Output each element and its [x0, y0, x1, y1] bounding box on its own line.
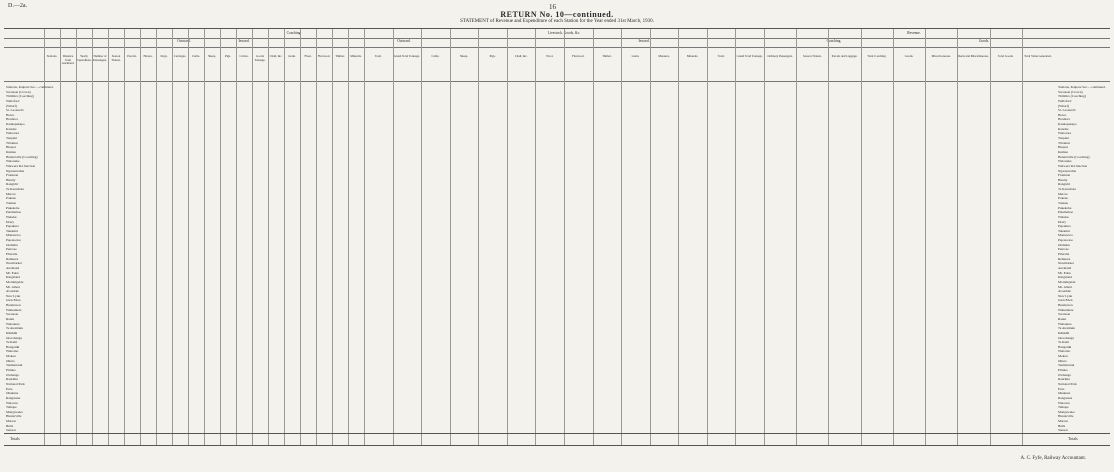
station-name: Glen Eden	[6, 298, 21, 303]
station-name: Ellerslie	[6, 252, 18, 257]
station-name: Newmarket	[6, 261, 22, 266]
column-rule	[393, 29, 394, 445]
station-name: Marton	[6, 419, 16, 424]
column-rule	[957, 29, 958, 445]
station-name-right: (Wharf)	[1058, 103, 1069, 108]
station-name-right: Kihikihi	[1058, 330, 1070, 335]
station-name: New Lynn	[6, 293, 21, 298]
page-number: 16	[549, 3, 556, 11]
station-name-right: Ngaruawahia	[1058, 168, 1077, 173]
station-name: Waioneke	[6, 159, 20, 164]
column-header: Flour.	[304, 55, 312, 58]
station-name: Waikumete	[6, 307, 22, 312]
station-name-right: Glen Eden	[1058, 298, 1073, 303]
station-name: Mercer	[6, 191, 16, 196]
column-rule	[421, 29, 422, 445]
station-name-right: Ohakune	[1058, 391, 1071, 396]
column-rule	[650, 29, 651, 445]
station-name-right: Houhora	[1058, 117, 1070, 122]
station-name-right: Penrose	[1058, 247, 1069, 252]
column-header: Timber.	[335, 55, 345, 58]
column-header: Distance from Auckland.	[61, 55, 75, 66]
station-name-right: Waitomo	[1058, 349, 1071, 354]
station-name-right: Rangiriri	[1058, 182, 1071, 187]
station-name: Taihape	[6, 405, 17, 410]
totals-row	[4, 433, 1110, 444]
station-name: Te Kuiti	[6, 340, 18, 345]
group-header-coaching-revenue: Coaching.	[826, 39, 842, 43]
group-header-outward-goods: Outward.	[397, 39, 411, 43]
station-name: Waiuku	[6, 214, 17, 219]
station-name-right: Swanson	[1058, 312, 1071, 317]
station-name-right: Taihape	[1058, 405, 1069, 410]
station-name-right: Frankton	[1058, 173, 1071, 178]
station-name-right: Tuakau	[1058, 201, 1069, 205]
column-rule	[332, 29, 333, 445]
station-name: Ngaruawahia	[6, 168, 25, 173]
station-name: Auckland	[6, 265, 20, 270]
station-name: Owhango	[6, 372, 20, 377]
group-header-livestock: Livestock, Goods, &c.	[547, 31, 581, 35]
group-header-revenue: Revenue.	[907, 31, 921, 35]
column-rule	[678, 29, 679, 445]
station-name: Taumarunui	[6, 363, 23, 368]
station-name: Otahuhu	[6, 242, 18, 247]
column-header: Goods.	[904, 55, 914, 58]
column-header: Season Tickets.	[802, 55, 822, 58]
station-name: Kingsland	[6, 275, 20, 280]
station-name-right: Tirmbirs (Coaching)	[1058, 94, 1086, 99]
station-name-right: Kaukapakapa	[1058, 122, 1077, 127]
station-name-right: Mangaweka	[1058, 409, 1075, 414]
station-name: Mokau	[6, 354, 16, 359]
column-rule	[92, 29, 93, 445]
rule	[4, 38, 1110, 39]
group-header-inward: Inward.	[238, 39, 250, 43]
column-rule	[60, 29, 61, 445]
column-header: Carriages.	[173, 55, 187, 58]
column-header: Horses.	[143, 55, 153, 58]
station-name-right: Papatoetoe	[1058, 238, 1073, 243]
station-name-right: New Lynn	[1058, 293, 1073, 298]
column-header: Minerals.	[686, 55, 699, 58]
station-name-right: Te Kauwhata	[1058, 187, 1076, 192]
signature: A. C. Fyfe, Railway Accountant.	[1020, 456, 1086, 461]
station-name-right: Huapai	[1058, 145, 1068, 150]
column-rule	[300, 29, 301, 445]
station-name-right: Waiwera Rd Junction	[1058, 163, 1088, 168]
station-name-right: Pukekohe	[1058, 205, 1072, 210]
station-name-right: Manurewa	[1058, 233, 1073, 238]
column-header: Firewood.	[572, 55, 585, 58]
station-name: Patumahoe	[6, 210, 22, 215]
station-name: Pokeno	[6, 196, 17, 201]
statement-title: STATEMENT of Revenue and Expenditure of each Station for the Year ended 31st March, 1930.	[460, 19, 654, 24]
group-header-coaching: Coaching.	[286, 31, 302, 35]
station-name: Huntly	[6, 177, 16, 182]
column-rule	[861, 29, 862, 445]
station-name: Remuera	[6, 256, 19, 261]
column-header: Firewood.	[317, 55, 331, 58]
column-rule	[124, 29, 125, 445]
document-code: D.—2a.	[8, 3, 27, 9]
station-name-right: Te Awamutu	[1058, 326, 1076, 331]
station-name: St. Leonard's	[6, 108, 24, 113]
station-name-right: Patumahoe	[1058, 210, 1074, 215]
station-name: Mt. Albert	[6, 284, 21, 289]
station-name-right: Kanohe	[1058, 126, 1069, 131]
column-header: Parcels.	[127, 55, 137, 58]
station-name: Ohura	[6, 358, 15, 363]
station-name: Te Kauwhata	[6, 187, 24, 192]
station-name: Morningside	[6, 279, 24, 284]
column-rule	[348, 29, 349, 445]
column-rule	[621, 29, 622, 445]
station-name-right: Tirtainui	[1058, 140, 1070, 145]
station-name-right: Ranui	[1058, 317, 1067, 321]
station-name: Tirmbirs (Coaching)	[6, 94, 34, 99]
station-name-right: Pokeno	[1058, 196, 1069, 201]
group-header-goods-revenue: Goods.	[978, 39, 990, 43]
station-name-right: Mt. Eden	[1058, 270, 1071, 275]
station-name: Takanini	[6, 228, 18, 233]
station-name-right: Stations, Kaipara Sec.—continued.	[1058, 85, 1106, 89]
station-name: Papatoetoe	[6, 238, 21, 243]
station-name-right: Ohura	[1058, 358, 1067, 363]
station-name-right: Waitakere	[1058, 321, 1072, 326]
station-name-right: Taumarunui	[1058, 363, 1075, 368]
station-name-right: Auckland	[1058, 265, 1072, 270]
column-header: Total.	[717, 55, 725, 58]
station-name: Waitakere	[6, 321, 20, 326]
station-name-right: Newmarket	[1058, 261, 1074, 266]
column-rule	[990, 29, 991, 445]
column-rule	[204, 29, 205, 445]
station-name-right: St. Leonard's	[1058, 108, 1076, 113]
column-rule	[44, 29, 45, 445]
station-name: (Wharf)	[6, 103, 17, 108]
group-header-inward-goods: Inward.	[638, 39, 650, 43]
column-header: Number of Passengers.	[93, 55, 107, 62]
column-header: Cattle.	[192, 55, 200, 58]
station-name: Papakura	[6, 224, 19, 229]
column-header: Rents and Miscellaneous.	[958, 55, 989, 58]
column-rule	[316, 29, 317, 445]
column-header: Pigs.	[489, 55, 496, 58]
column-header: Chaff, &c.	[269, 55, 283, 58]
station-name-right: Mt. Albert	[1058, 284, 1073, 289]
station-name: Waiwera Rd Junction	[6, 163, 36, 168]
column-header: Goods Tonnage.	[254, 55, 266, 62]
station-name-right: Taupaki	[1058, 136, 1069, 141]
station-name-right: Henderson	[1058, 303, 1073, 308]
station-name: Mt. Eden	[6, 270, 19, 275]
station-name: Kihikihi	[6, 330, 18, 335]
station-name: Rangiriri	[6, 182, 19, 187]
column-rule	[478, 29, 479, 445]
column-rule	[764, 29, 765, 445]
station-name-right: Mercer	[1058, 191, 1068, 196]
column-header: Wool.	[546, 55, 554, 58]
station-name: Hunterville	[6, 414, 22, 419]
station-name-right: Drury	[1058, 219, 1067, 224]
column-rule	[893, 29, 894, 445]
station-name: Sanson	[6, 428, 16, 433]
station-name-right: Wellsford	[1058, 98, 1072, 103]
station-name-right: Kumeu	[1058, 149, 1068, 154]
station-name: Erua	[6, 386, 13, 391]
column-rule	[796, 29, 797, 445]
station-name-right: Waikumete	[1058, 307, 1074, 312]
column-header: Total Goods.	[997, 55, 1014, 58]
column-header: Season Tickets.	[111, 55, 121, 62]
station-name-right: Hoteo	[1058, 112, 1067, 117]
station-name: Tuakau	[6, 201, 17, 205]
station-name-right: Owhango	[1058, 372, 1072, 377]
station-name: Pukekohe	[6, 205, 20, 210]
column-header: Total Value Generated.	[1024, 55, 1052, 58]
station-name-right: Sanson	[1058, 428, 1068, 433]
station-name-right: Waiuku	[1058, 214, 1069, 219]
station-name-right: Otorohanga	[1058, 335, 1075, 340]
station-name-right: Hangatiki	[1058, 344, 1072, 349]
station-name-right: Remuera	[1058, 256, 1071, 261]
station-name-right: Hunterville	[1058, 414, 1074, 419]
station-name: Kaukapakapa	[6, 122, 25, 127]
station-name: Te Awamutu	[6, 326, 24, 331]
column-rule	[450, 29, 451, 445]
station-name-right: Raurimu	[1058, 377, 1070, 382]
column-header: Chaff, &c.	[514, 55, 528, 58]
station-name: Otorohanga	[6, 335, 23, 340]
station-name: Stations, Kaipara Sec.—continued.	[6, 85, 54, 89]
station-name: Waitotara	[6, 131, 20, 136]
station-name: Frankton	[6, 173, 19, 178]
station-name-right: Papakura	[1058, 224, 1071, 229]
rule	[4, 47, 1110, 48]
station-name: Kumeu	[6, 149, 16, 154]
station-name: Hoteo	[6, 112, 15, 117]
column-header: Calves.	[239, 55, 249, 58]
column-header: Grain.	[288, 55, 296, 58]
station-name-right: Mokau	[1058, 354, 1068, 359]
column-rule	[252, 29, 253, 445]
station-name-right: Piriaka	[1058, 368, 1068, 373]
column-header: Manures.	[658, 55, 670, 58]
column-header: Total.	[374, 55, 382, 58]
station-name-right: Erua	[1058, 386, 1065, 391]
column-rule	[364, 29, 365, 445]
statement-table	[4, 28, 1110, 446]
column-rule	[140, 29, 141, 445]
station-name: Tirtainui	[6, 140, 18, 145]
column-header: Dogs.	[160, 55, 168, 58]
station-name: Rangataua	[6, 395, 21, 400]
group-header-outward: Outward.	[177, 39, 191, 43]
station-name: Hangatiki	[6, 344, 20, 349]
station-name-right: Ellerslie	[1058, 252, 1070, 257]
column-rule	[735, 29, 736, 445]
station-name: Waiouru	[6, 400, 18, 405]
column-header: Cattle.	[431, 55, 440, 58]
station-name: Mangaweka	[6, 409, 23, 414]
station-name: Drury	[6, 219, 15, 224]
station-name-right: Kingsland	[1058, 275, 1072, 280]
column-rule	[156, 29, 157, 445]
station-name: Huapai	[6, 145, 16, 150]
column-rule	[236, 29, 237, 445]
station-name: National Park	[6, 381, 25, 386]
column-rule	[1022, 29, 1023, 445]
column-rule	[268, 29, 269, 445]
station-name-right: Rangataua	[1058, 395, 1073, 400]
column-header: Grain.	[631, 55, 640, 58]
station-name: Taupaki	[6, 136, 17, 141]
station-name: Henderson	[6, 303, 21, 308]
station-name-right: Morningside	[1058, 279, 1076, 284]
station-name-right: Helensville (Coaching)	[1058, 154, 1090, 159]
station-name-right: Otahuhu	[1058, 242, 1070, 247]
station-name-right: Waiouru	[1058, 400, 1070, 405]
column-rule	[593, 29, 594, 445]
station-name-right: Waioneke	[1058, 159, 1072, 164]
column-header: Stations.	[46, 55, 58, 58]
station-name: Kanohe	[6, 126, 17, 131]
station-name-right: Huntly	[1058, 177, 1068, 182]
totals-label: Totals	[10, 436, 20, 441]
station-name: Helensville (Coaching)	[6, 154, 38, 159]
station-name-right: National Park	[1058, 381, 1077, 386]
return-title: RETURN No. 10—continued.	[500, 10, 614, 19]
column-header: Grand Total Tonnage.	[736, 55, 763, 58]
column-rule	[507, 29, 508, 445]
column-header: Parcels and Luggage.	[831, 55, 858, 58]
column-header: Pigs.	[225, 55, 231, 58]
station-name: Penrose	[6, 247, 17, 252]
column-rule	[707, 29, 708, 445]
column-header: Sheep.	[459, 55, 469, 58]
station-name-right: Waitotara	[1058, 131, 1072, 136]
column-header: Total Coaching.	[867, 55, 887, 58]
column-rule	[284, 29, 285, 445]
column-rule	[535, 29, 536, 445]
column-header: Sheep.	[207, 55, 217, 58]
station-name-right: Bulls	[1058, 423, 1066, 428]
station-name: Ohakune	[6, 391, 19, 396]
station-name: Bulls	[6, 423, 14, 428]
column-rule	[108, 29, 109, 445]
station-name: Houhora	[6, 117, 18, 122]
station-name-right: Takanini	[1058, 228, 1070, 233]
station-name: Ranui	[6, 317, 15, 321]
station-name-right: Swanson (Crown)	[1058, 89, 1083, 94]
column-header: Minerals.	[350, 55, 362, 58]
column-rule	[220, 29, 221, 445]
station-name: Raurimu	[6, 377, 18, 382]
column-rule	[172, 29, 173, 445]
station-name: Avondale	[6, 289, 19, 294]
station-name-right: Te Kuiti	[1058, 340, 1070, 345]
column-header: Yearly Expenditure.	[76, 55, 92, 62]
column-rule	[925, 29, 926, 445]
station-name: Swanson (Crown)	[6, 89, 31, 94]
column-rule	[76, 29, 77, 445]
column-header: Grand Total Tonnage.	[393, 55, 420, 58]
station-name-right: Avondale	[1058, 289, 1071, 294]
totals-label-right: Totals	[1068, 436, 1078, 441]
station-name: Manurewa	[6, 233, 21, 238]
station-name-right: Marton	[1058, 419, 1068, 424]
station-name: Piriaka	[6, 368, 16, 373]
station-name: Swanson	[6, 312, 19, 317]
station-name: Wellsford	[6, 98, 20, 103]
column-rule	[188, 29, 189, 445]
column-rule	[828, 29, 829, 445]
station-name: Waitomo	[6, 349, 19, 354]
column-header: Miscell-aneous.	[931, 55, 951, 58]
rule	[4, 81, 1110, 82]
column-header: Ordinary Passengers.	[767, 55, 793, 58]
column-header: Timber.	[602, 55, 612, 58]
column-rule	[564, 29, 565, 445]
